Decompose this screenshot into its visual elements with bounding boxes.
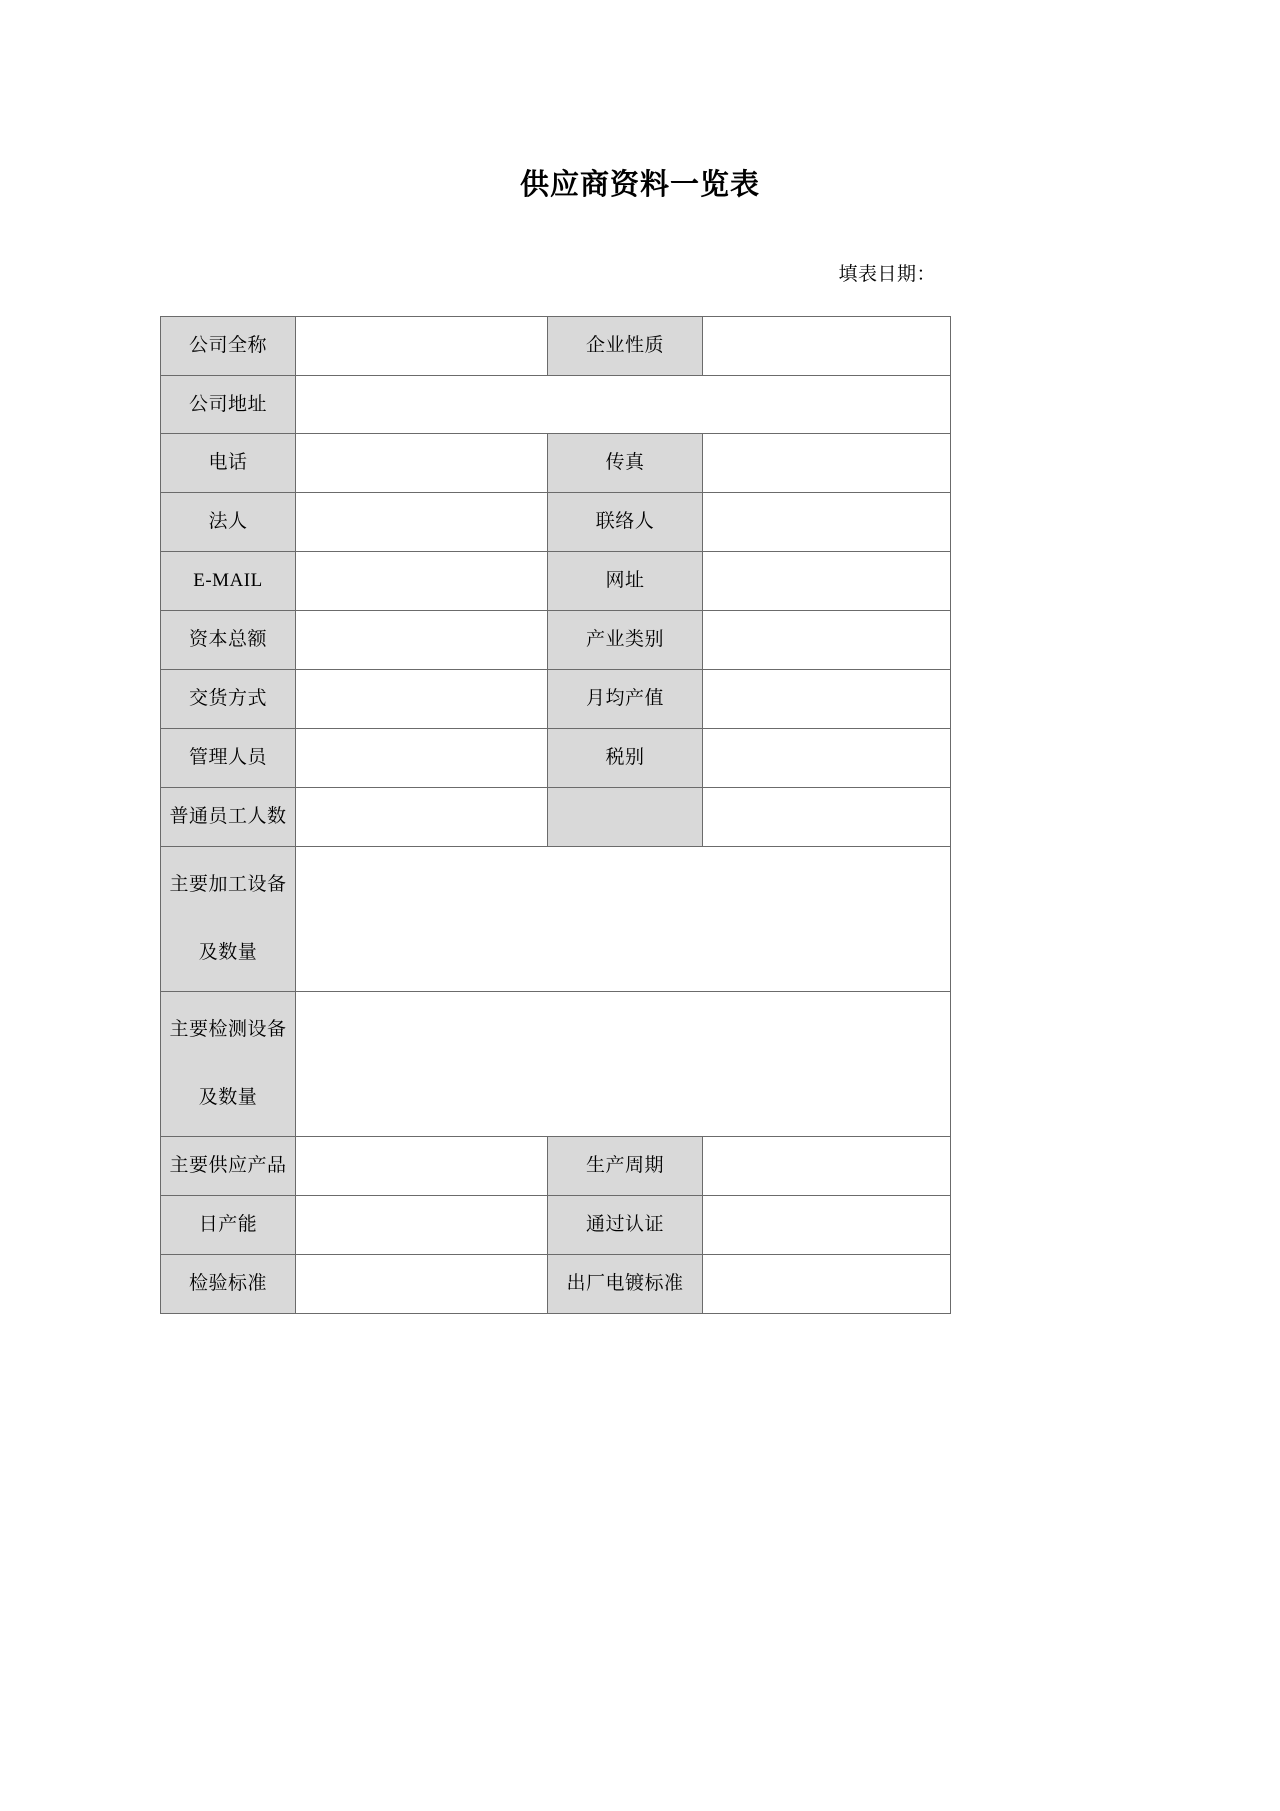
- label-line-2: 及数量: [198, 1087, 258, 1109]
- row-label-contact-person: 联络人: [548, 493, 703, 552]
- row-label-tax-type: 税别: [548, 729, 703, 788]
- table-row: [161, 729, 951, 788]
- row-label-blank-shaded: [548, 788, 703, 847]
- row-label-main-processing-equipment: [161, 847, 296, 992]
- table-row: [161, 788, 951, 847]
- row-label-delivery-method: 交货方式: [161, 670, 296, 729]
- row-value-company-name[interactable]: [296, 317, 548, 376]
- table-row: [161, 317, 951, 376]
- row-value-delivery-method[interactable]: [296, 670, 548, 729]
- row-value-industry-category[interactable]: [703, 611, 951, 670]
- table-row: [161, 847, 951, 992]
- row-label-production-cycle: 生产周期: [548, 1137, 703, 1196]
- row-value-inspection-standard[interactable]: [296, 1255, 548, 1314]
- row-value-main-supplied-products[interactable]: [296, 1137, 548, 1196]
- row-value-email[interactable]: [296, 552, 548, 611]
- label-line-1: 主要加工设备: [169, 873, 287, 895]
- table-row: [161, 493, 951, 552]
- row-label-monthly-output-value: 月均产值: [548, 670, 703, 729]
- supplier-form-container: [0, 287, 1280, 1314]
- row-value-tax-type[interactable]: [703, 729, 951, 788]
- row-value-daily-capacity[interactable]: [296, 1196, 548, 1255]
- row-label-factory-plating-standard: 出厂电镀标准: [548, 1255, 703, 1314]
- row-label-certifications: 通过认证: [548, 1196, 703, 1255]
- table-row: [161, 1137, 951, 1196]
- row-label-total-capital: 资本总额: [161, 611, 296, 670]
- label-line-2: 及数量: [198, 942, 258, 964]
- row-value-main-processing-equipment[interactable]: [296, 847, 951, 992]
- fill-date-label: 填表日期：: [838, 263, 936, 285]
- table-row: [161, 1196, 951, 1255]
- row-label-main-inspection-equipment: [161, 992, 296, 1137]
- label-line-1: 主要检测设备: [169, 1018, 287, 1040]
- row-label-inspection-standard: 检验标准: [161, 1255, 296, 1314]
- row-value-fax[interactable]: [703, 434, 951, 493]
- row-value-main-inspection-equipment[interactable]: [296, 992, 951, 1137]
- table-row: [161, 552, 951, 611]
- row-label-fax: 传真: [548, 434, 703, 493]
- row-label-legal-representative: 法人: [161, 493, 296, 552]
- row-value-monthly-output-value[interactable]: [703, 670, 951, 729]
- row-label-industry-category: 产业类别: [548, 611, 703, 670]
- row-label-main-supplied-products: 主要供应产品: [161, 1137, 296, 1196]
- table-row: [161, 992, 951, 1137]
- row-value-production-cycle[interactable]: [703, 1137, 951, 1196]
- table-row: [161, 434, 951, 493]
- row-value-total-capital[interactable]: [296, 611, 548, 670]
- row-value-company-address[interactable]: [296, 376, 951, 434]
- row-label-company-name: 公司全称: [161, 317, 296, 376]
- row-value-legal-representative[interactable]: [296, 493, 548, 552]
- row-label-general-employee-count: 普通员工人数: [161, 788, 296, 847]
- row-value-enterprise-type[interactable]: [703, 317, 951, 376]
- table-row: [161, 670, 951, 729]
- row-value-telephone[interactable]: [296, 434, 548, 493]
- row-label-website: 网址: [548, 552, 703, 611]
- row-value-certifications[interactable]: [703, 1196, 951, 1255]
- row-label-management-staff: 管理人员: [161, 729, 296, 788]
- row-value-contact-person[interactable]: [703, 493, 951, 552]
- row-value-blank[interactable]: [703, 788, 951, 847]
- table-row: [161, 1255, 951, 1314]
- row-label-telephone: 电话: [161, 434, 296, 493]
- table-row: [161, 376, 951, 434]
- row-label-company-address: 公司地址: [161, 376, 296, 434]
- row-value-website[interactable]: [703, 552, 951, 611]
- row-label-email: E-MAIL: [161, 552, 296, 611]
- page-title: 供应商资料一览表: [519, 169, 760, 201]
- supplier-info-table: [160, 316, 951, 1314]
- row-label-daily-capacity: 日产能: [161, 1196, 296, 1255]
- row-value-management-staff[interactable]: [296, 729, 548, 788]
- row-label-enterprise-type: 企业性质: [548, 317, 703, 376]
- table-row: [161, 611, 951, 670]
- row-value-factory-plating-standard[interactable]: [703, 1255, 951, 1314]
- row-value-general-employee-count[interactable]: [296, 788, 548, 847]
